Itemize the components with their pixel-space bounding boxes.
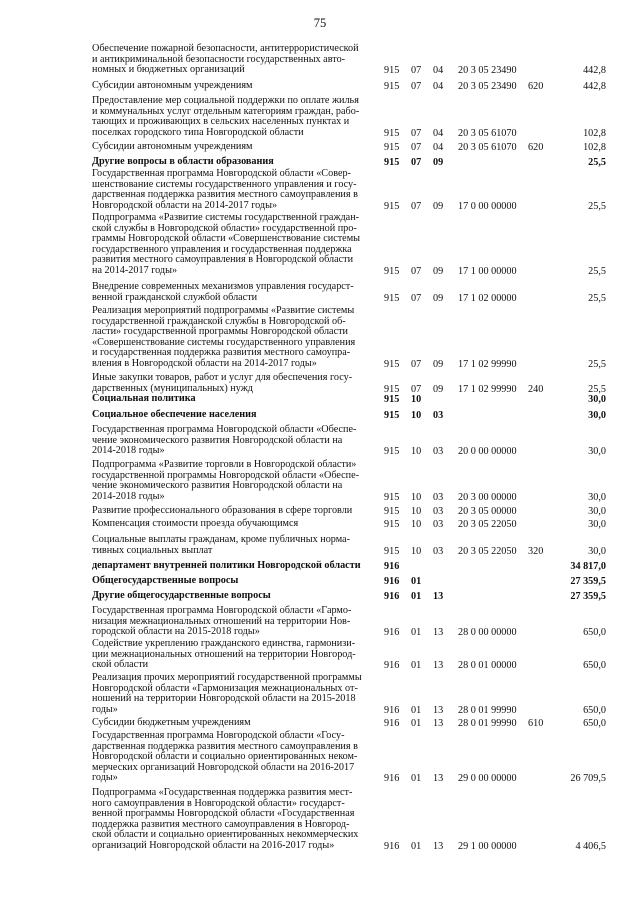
row-name: Реализация мероприятий подпрограммы «Развитие системы государственной гражданской службы в Новгородской об- ласти» государственной программы Новгородской области «Совершенствование системы государственного управления и государственная поддержка развития местного самоупра- вления в Новгородской области на 2014-2017 годы» — [92, 305, 356, 369]
cell-pr: 13 — [433, 660, 444, 672]
cell-rz: 01 — [411, 576, 422, 587]
cell-rz: 07 — [411, 65, 422, 77]
cell-csr: 29 1 00 00000 — [458, 841, 517, 852]
cell-csr: 17 1 02 00000 — [458, 292, 517, 304]
row-name: Другие общегосударственные вопросы — [92, 590, 271, 601]
row-name: Другие вопросы в области образования — [92, 156, 274, 167]
row-name: Обеспечение пожарной безопасности, антитеррористической и антикриминальной безопасности государственных авто- номных и бюджетных организаций — [92, 43, 359, 76]
row-name: Подпрограмма «Развитие системы государственной граждан- ской службы в Новгородской области» государственной про- граммы Новгородской области «Совершенствование системы государственного управления и государственная поддержка развития местного самоуправления в Новгородской области на 2014-2017 годы» — [92, 212, 360, 276]
cell-csr: 20 3 05 00000 — [458, 506, 517, 517]
cell-pr: 04 — [433, 142, 444, 153]
cell-ved: 915 — [384, 127, 400, 139]
cell-ved: 915 — [384, 65, 400, 77]
row-name: Развитие профессионального образования в сфере торговли — [92, 505, 353, 516]
cell-rz: 07 — [411, 81, 422, 92]
cell-pr: 03 — [433, 545, 444, 557]
cell-sum: 30,0 — [588, 491, 606, 503]
cell-sum: 30,0 — [588, 519, 606, 530]
row-name: Субсидии автономным учреждениям — [92, 141, 253, 152]
cell-csr: 20 3 05 22050 — [458, 545, 517, 557]
cell-sum: 650,0 — [583, 718, 606, 729]
cell-pr: 09 — [433, 383, 444, 395]
cell-pr: 09 — [433, 266, 444, 277]
cell-sum: 650,0 — [583, 660, 606, 672]
cell-ved: 916 — [384, 704, 400, 716]
row-name: Содействие укреплению гражданского единства, гармонизи- ции межнациональных отношений на территории Новгород- ской области — [92, 638, 356, 671]
cell-pr: 09 — [433, 157, 444, 168]
cell-sum: 25,5 — [588, 383, 606, 395]
cell-ved: 916 — [384, 660, 400, 672]
row-name: Компенсация стоимости проезда обучающимся — [92, 518, 299, 529]
row-name: Государственная программа Новгородской области «Обеспе- чение экономического развития Новгородской области на 2014-2018 годы» — [92, 424, 357, 457]
cell-rz: 10 — [411, 410, 422, 421]
cell-ved: 916 — [384, 561, 400, 572]
cell-sum: 4 406,5 — [575, 841, 606, 852]
cell-ved: 915 — [384, 81, 400, 92]
cell-ved: 916 — [384, 627, 400, 639]
cell-csr: 17 1 00 00000 — [458, 266, 517, 277]
row-name: Государственная программа Новгородской области «Совер- шенствование системы государственного управления и госу- дарственная поддержка развития местного самоуправления в Новгородской области на 2014-2017 годы» — [92, 168, 358, 211]
cell-sum: 25,5 — [588, 200, 606, 212]
row-name: Реализация прочих мероприятий государственной программы Новгородской области «Гармонизация межнациональных от- ношений на территории Новгородской области на 2015-2018 годы» — [92, 672, 362, 715]
cell-ved: 916 — [384, 773, 400, 785]
row-name: Иные закупки товаров, работ и услуг для обеспечения госу- дарственных (муниципальных) нужд — [92, 372, 353, 394]
cell-ved: 915 — [384, 142, 400, 153]
cell-csr: 17 0 00 00000 — [458, 200, 517, 212]
cell-csr: 20 3 00 00000 — [458, 491, 517, 503]
cell-pr: 09 — [433, 359, 444, 370]
cell-pr: 13 — [433, 704, 444, 716]
cell-ved: 915 — [384, 410, 400, 421]
cell-sum: 30,0 — [588, 446, 606, 458]
cell-vr: 610 — [528, 718, 544, 729]
cell-ved: 915 — [384, 545, 400, 557]
cell-rz: 07 — [411, 292, 422, 304]
cell-ved: 916 — [384, 841, 400, 852]
cell-rz: 01 — [411, 591, 422, 602]
cell-csr: 17 1 02 99990 — [458, 383, 517, 395]
cell-ved: 916 — [384, 591, 400, 602]
cell-vr: 240 — [528, 383, 544, 395]
cell-csr: 20 0 00 00000 — [458, 446, 517, 458]
cell-ved: 915 — [384, 200, 400, 212]
cell-rz: 10 — [411, 491, 422, 503]
cell-vr: 320 — [528, 545, 544, 557]
row-name: Внедрение современных механизмов управления государст- венной гражданской службой области — [92, 281, 354, 303]
cell-sum: 442,8 — [583, 81, 606, 92]
cell-sum: 25,5 — [588, 359, 606, 370]
cell-csr: 28 0 00 00000 — [458, 627, 517, 639]
cell-ved: 915 — [384, 266, 400, 277]
row-name: Государственная программа Новгородской области «Госу- дарственная поддержка развития местного самоуправления в Новгородской области и социально ориентированных неком- мерческих организаций Новгородской области на 2016-2017 годы» — [92, 730, 358, 784]
cell-sum: 27 359,5 — [570, 576, 606, 587]
cell-rz: 01 — [411, 841, 422, 852]
cell-rz: 07 — [411, 266, 422, 277]
cell-csr: 20 3 05 23490 — [458, 81, 517, 92]
cell-sum: 27 359,5 — [570, 591, 606, 602]
cell-ved: 915 — [384, 359, 400, 370]
cell-pr: 13 — [433, 591, 444, 602]
cell-ved: 915 — [384, 394, 400, 405]
cell-sum: 650,0 — [583, 704, 606, 716]
cell-pr: 09 — [433, 292, 444, 304]
cell-rz: 01 — [411, 704, 422, 716]
cell-ved: 915 — [384, 383, 400, 395]
cell-sum: 30,0 — [588, 410, 606, 421]
row-name: департамент внутренней политики Новгородской области — [92, 560, 361, 571]
cell-pr: 04 — [433, 127, 444, 139]
cell-pr: 03 — [433, 491, 444, 503]
cell-rz: 01 — [411, 660, 422, 672]
cell-ved: 915 — [384, 491, 400, 503]
cell-ved: 915 — [384, 506, 400, 517]
row-name: Социальное обеспечение населения — [92, 409, 257, 420]
cell-csr: 28 0 01 99990 — [458, 704, 517, 716]
cell-rz: 01 — [411, 718, 422, 729]
cell-pr: 04 — [433, 81, 444, 92]
cell-ved: 916 — [384, 718, 400, 729]
row-name: Государственная программа Новгородской области «Гармо- низация межнациональных отношений на территории Нов- городской области на 2015-2018 годы» — [92, 605, 352, 638]
cell-vr: 620 — [528, 81, 544, 92]
cell-rz: 10 — [411, 519, 422, 530]
cell-csr: 28 0 01 99990 — [458, 718, 517, 729]
cell-sum: 26 709,5 — [570, 773, 606, 785]
row-name: Субсидии автономным учреждениям — [92, 80, 253, 91]
cell-pr: 03 — [433, 446, 444, 458]
cell-sum: 442,8 — [583, 65, 606, 77]
cell-pr: 09 — [433, 200, 444, 212]
cell-vr: 620 — [528, 142, 544, 153]
cell-csr: 20 3 05 22050 — [458, 519, 517, 530]
cell-pr: 13 — [433, 718, 444, 729]
cell-csr: 29 0 00 00000 — [458, 773, 517, 785]
cell-ved: 915 — [384, 446, 400, 458]
cell-ved: 916 — [384, 576, 400, 587]
cell-csr: 20 3 05 61070 — [458, 127, 517, 139]
cell-sum: 102,8 — [583, 142, 606, 153]
cell-rz: 10 — [411, 545, 422, 557]
cell-rz: 10 — [411, 446, 422, 458]
cell-pr: 03 — [433, 519, 444, 530]
cell-csr: 20 3 05 23490 — [458, 65, 517, 77]
cell-rz: 07 — [411, 127, 422, 139]
cell-rz: 10 — [411, 506, 422, 517]
cell-ved: 915 — [384, 519, 400, 530]
cell-rz: 10 — [411, 394, 422, 405]
cell-sum: 25,5 — [588, 292, 606, 304]
row-name: Социальные выплаты гражданам, кроме публичных норма- тивных социальных выплат — [92, 534, 351, 556]
cell-rz: 07 — [411, 200, 422, 212]
cell-pr: 03 — [433, 506, 444, 517]
page-number: 75 — [313, 16, 327, 30]
cell-pr: 03 — [433, 410, 444, 421]
cell-sum: 30,0 — [588, 506, 606, 517]
cell-pr: 13 — [433, 841, 444, 852]
row-name: Предоставление мер социальной поддержки по оплате жилья и коммунальных услуг отдельным категориям граждан, рабо- тающих и проживающих в сельских населенных пунктах и поселках городского типа Новгородской области — [92, 95, 360, 138]
cell-ved: 915 — [384, 157, 400, 168]
cell-ved: 915 — [384, 292, 400, 304]
cell-rz: 01 — [411, 627, 422, 639]
row-name: Субсидии бюджетным учреждениям — [92, 717, 251, 728]
cell-sum: 34 817,0 — [570, 561, 606, 572]
cell-sum: 25,5 — [588, 157, 606, 168]
cell-csr: 20 3 05 61070 — [458, 142, 517, 153]
cell-sum: 650,0 — [583, 627, 606, 639]
cell-rz: 01 — [411, 773, 422, 785]
row-name: Социальная политика — [92, 393, 196, 404]
cell-rz: 07 — [411, 157, 422, 168]
cell-csr: 28 0 01 00000 — [458, 660, 517, 672]
row-name: Общегосударственные вопросы — [92, 575, 239, 586]
cell-sum: 25,5 — [588, 266, 606, 277]
cell-pr: 13 — [433, 627, 444, 639]
cell-rz: 07 — [411, 142, 422, 153]
row-name: Подпрограмма «Развитие торговли в Новгородской области» государственной программы Новгородской области «Обеспе- чение экономического развития Новгородской области на 2014-2018 годы» — [92, 459, 360, 502]
cell-sum: 30,0 — [588, 394, 606, 405]
row-name: Подпрограмма «Государственная поддержка развития мест- ного самоуправления в Новгородской области» государст- венной программы Новгородской области «Государственная поддержка развития местного самоуправления в Новгород- ской области и социально ориентированных некоммерческих организаций Новгородской области на 2016-2017 годы» — [92, 787, 359, 851]
cell-sum: 102,8 — [583, 127, 606, 139]
cell-rz: 07 — [411, 383, 422, 395]
cell-pr: 13 — [433, 773, 444, 785]
cell-csr: 17 1 02 99990 — [458, 359, 517, 370]
cell-rz: 07 — [411, 359, 422, 370]
cell-pr: 04 — [433, 65, 444, 77]
cell-sum: 30,0 — [588, 545, 606, 557]
